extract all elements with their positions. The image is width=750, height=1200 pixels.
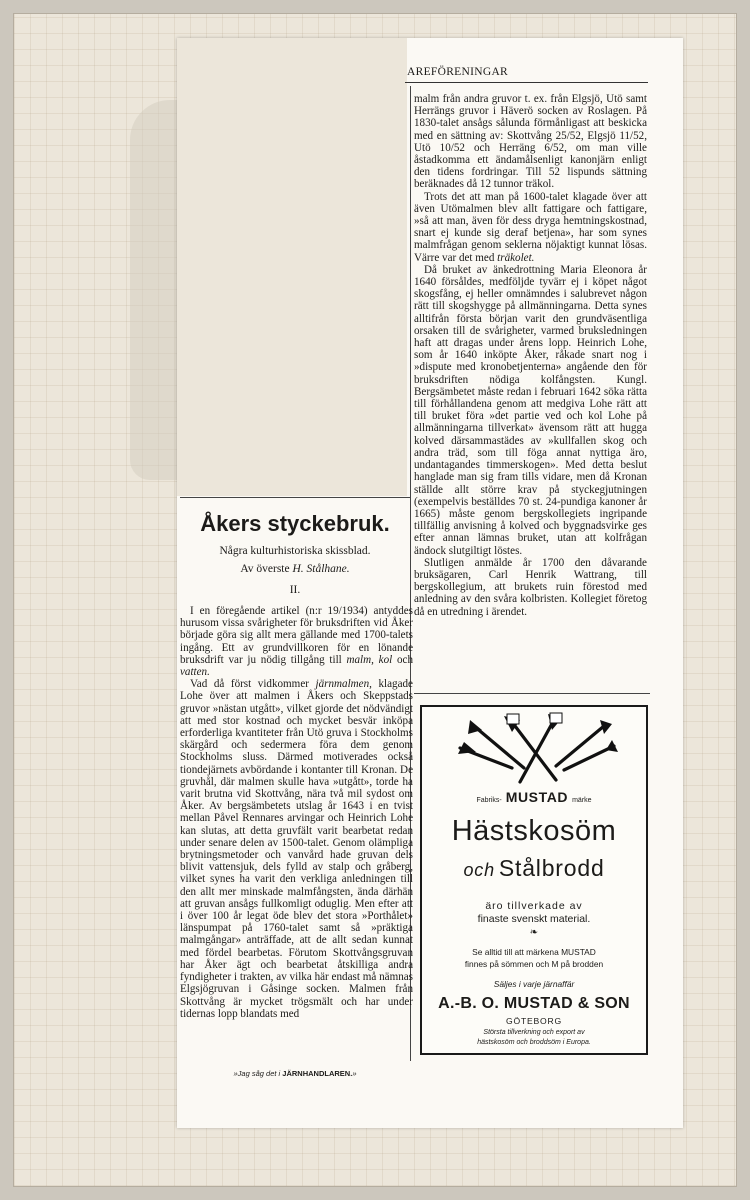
- brand-prefix: Fabriks-: [476, 797, 502, 804]
- notice-line-1: Se alltid till att märkena MUSTAD: [472, 947, 596, 957]
- article-part-number: II.: [289, 584, 301, 596]
- paragraph-continuation: malm från andra gruvor t. ex. från Elgsjö, Utö samt Herrängs gruvor i Häverö socken av Roslagen. På 1830-talet ansågs sålunda förmånligast att beskicka med en sättning av: Skottvång 25/52, Elgsjö 11/52, Utö 10/52 och Herräng 6/52, om man ville åstadkomma ett ändamålsenligt kanonjärn enligt den tidens fordringar. Till 52 lispunds sättning beräknades då 12 tunnor träkol.: [414, 93, 647, 191]
- brand-name: MUSTAD: [505, 789, 569, 805]
- paragraph-intro: [180, 605, 413, 678]
- article-title: Åkers styckebruk.: [200, 511, 390, 536]
- tagline-1: Största tillverkning och export av: [483, 1029, 585, 1036]
- article-subtitle: Några kulturhistoriska skissblad.: [219, 545, 371, 557]
- paragraph-conclusion: Slutligen anmälde år 1700 den dåvarande bruksägaren, Carl Henrik Wattrang, till bergskollegium, att brukets ruin förestod med anledning av den svåra kolbristen. Kollegiet företog då en utredning i ärendet.: [414, 556, 647, 618]
- product-studs: [422, 855, 646, 882]
- ornament-icon: ❧: [529, 927, 539, 938]
- paragraph-text: I en föregående artikel (n:r 19/1934) antyddes hurusom vissa svårigheter för bruksdriften vid Åker började göra sig allt mera gällande med 1700-talets ingång. Ett av grundvillkoren för en lönande bruksdrift var ju nödig tillgång till: [180, 605, 413, 666]
- paragraph-text: Vad då först vidkommer: [190, 678, 316, 691]
- footer-publication: JÄRNHANDLAREN.: [282, 1069, 353, 1078]
- byline-author: H. Stålhane.: [292, 563, 350, 575]
- emphasis-text: träkolet.: [497, 251, 535, 264]
- material-line-1: äro tillverkade av: [485, 900, 583, 912]
- horseshoe-nails-illustration: [452, 712, 620, 792]
- paragraph-text: och: [392, 653, 413, 666]
- footer-slogan: [180, 1069, 410, 1078]
- paragraph-text: klagade Lohe över att malmen i Åkers och Skeppstads gruvor »nästan utgått», vilket gjorde det nödvändigt att med stor kostnad och mycket besvär inköpa erforderliga kvantiteter från Utö gruva i Stockholms skärgård och sedermera föra dem genom Stockholms sluss. Därmed motiverades också tiondejärnets avbördande i kontanter till Kronan. De gruvhål, där malmen skulle hava »utgått», torde ha varit brutna vid Skottvång, nära två mil sydost om Åker. Av bergsämbetets utslag år 1643 i en tvist mellan Påvel Rennares arvingar och Heinrich Lohe kan slutas, att detta gruvfält varit bearbetat redan under senare delen av 1500-talet. Genom olämpliga brytningsmetoder och vanvård hade gruvan dels blivit vattensjuk, dels fylld av stalp och gråberg, vilket synes ha varit den verkliga anledningen till den allt mer minskade malmfångsten, ända därhän att gruvan ansågs fullkomligt oduglig. Men efter att i över 100 år legat öde blev det stora »Porthålet» länspumpat på 1760-talet samt så »präktiga malmgångar» anträffade, att de allt sedan kunnat med fördel bearbetas. Förutom Skottvångsgruvan har Åker ägt och bearbetat åtskilliga andra fyndigheter i trakten, av vilka här endast må nämnas Elgsjögruvan i Gåsinge socken. Malmen från Skottvång är mycket trögsmält och har under tidernas lopp blandats med: [180, 678, 413, 1020]
- emphasis-text: vatten.: [180, 666, 210, 679]
- notice-line-2: finnes på sömmen och M på brodden: [464, 959, 604, 969]
- paragraph-charcoal: [414, 191, 647, 264]
- title-top-rule: [180, 497, 410, 498]
- emphasis-text: malm, kol: [346, 653, 393, 666]
- product-name: Stålbrodd: [498, 855, 605, 881]
- footer-suffix: »: [352, 1069, 357, 1078]
- right-column: [414, 93, 647, 693]
- conjunction-text: och: [463, 860, 495, 880]
- section-header: AREFÖRENINGAR: [407, 66, 509, 78]
- mustad-advertisement: [420, 705, 648, 1055]
- cut-away-area: [177, 38, 407, 496]
- company-city: GÖTEBORG: [505, 1016, 563, 1026]
- left-column: [180, 605, 413, 1060]
- company-name: A.-B. O. MUSTAD & SON: [438, 995, 630, 1012]
- tagline-2: hästskosöm och broddsöm i Europa.: [477, 1039, 591, 1046]
- article-byline: [180, 563, 410, 575]
- brand-line: [422, 789, 646, 805]
- paragraph-forest-rights: Då bruket av änkedrottning Maria Eleonora år 1640 försåldes, medföljde tyvärr ej i köpet något skogsfång, ej heller omnämndes i salubrevet någon rätt till skogshygge på allmänningarna. Detta synes alltifrån första början varit den grundväsentliga orsaken till de svårigheter, varmed bruksledningen haft att dragas under årens lopp. Heinrich Lohe, som år 1640 inköpte Åker, råkade snart nog i »dispute med kronobetjenterna» angående den för bruksdriften nödiga kolfångsten. Kungl. Bergsämbetet måste redan i februari 1642 söka rätta till förhållandena genom att medgiva Lohe rätt att till bruket föra »det partie ved och kol Lohe på allmänningarna tillverkat» ävensom rätt att hugga kolved därsammastädes av »kullfallen skog och andra träd, som till föga annat nyttiga äro, undantagandes timmerskogen». Med detta beslut hanglade man sig fram tills vidare, men då Kronan ställde allt större krav på styckegjutningen (exempelvis beställdes 70 st. 24-pundiga kanoner år 1665) måste genom bergskollegiets ingripande tillfällig anvisning å kolved och byggnadsvirke ges efter annan lämnas bruket, utan att kolfrågan ändock slutgiltigt löstes.: [414, 263, 647, 557]
- header-rule: [405, 82, 648, 83]
- paragraph-text: Trots det att man på 1600-talet klagade över att även Utömalmen blev allt fattigare och fattigare, »så att man, även för dess dryga hemtningskostnad, snart ej kunde sig deraf betjena», har som synes malmfrågan genom seklerna nöjaktigt kunnat lösas. Värre var det med: [414, 190, 647, 264]
- product-horseshoe-nails: Hästskosöm: [451, 815, 617, 847]
- paragraph-ore: [180, 678, 413, 1020]
- sold-in-stores: Säljes i varje järnaffär: [493, 979, 575, 989]
- brand-suffix: märke: [572, 797, 592, 804]
- footer-prefix: »Jag såg det i: [233, 1069, 283, 1078]
- byline-prefix: Av överste: [240, 563, 293, 575]
- material-line-2: finaste svenskt material.: [477, 913, 591, 925]
- emphasis-text: järnmalmen,: [315, 678, 372, 691]
- ad-top-rule: [414, 693, 650, 694]
